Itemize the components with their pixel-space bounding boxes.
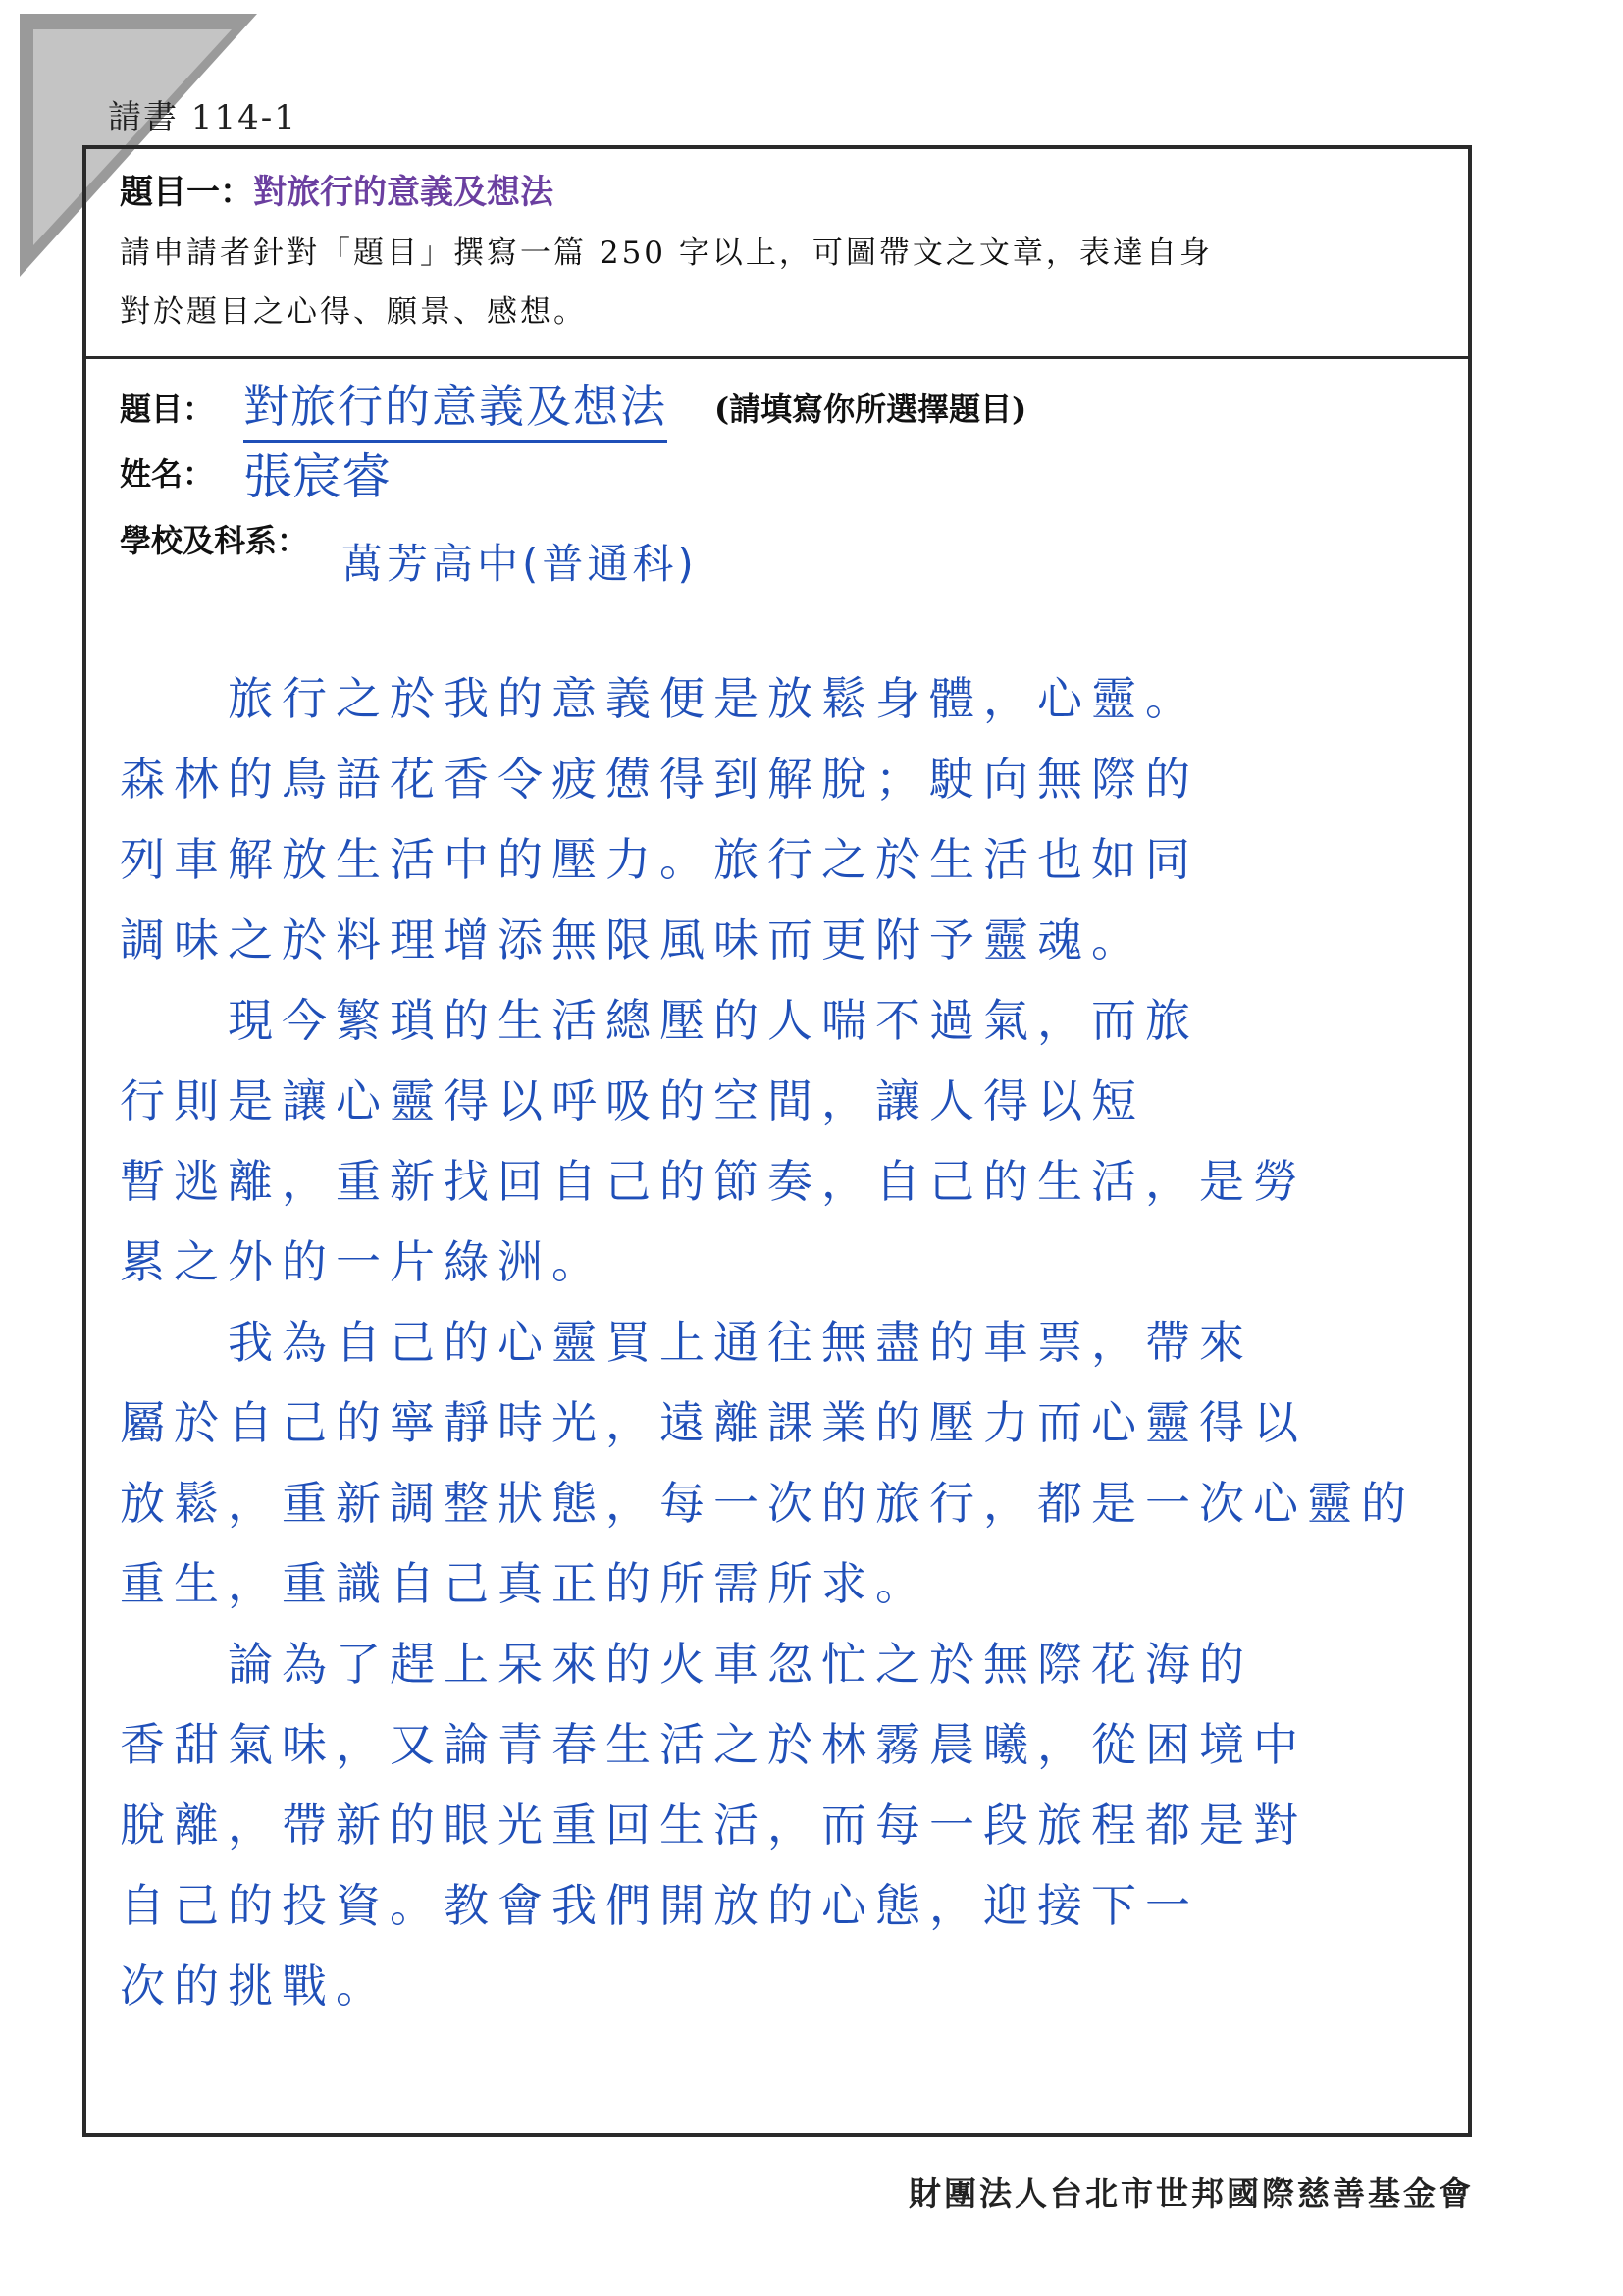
topic-hint: (請填寫你所選擇題目) xyxy=(714,391,1027,428)
essay-line: 香甜氣味，又論青春生活之於林霧晨曦，從困境中 xyxy=(120,1718,1307,1771)
essay-line: 自己的投資。教會我們開放的心態，迎接下一 xyxy=(120,1879,1199,1932)
prompt-title-topic: 對旅行的意義及想法 xyxy=(253,173,553,212)
essay-line: 我為自己的心靈買上通往無盡的車票，帶來 xyxy=(120,1316,1253,1369)
topic-handwritten-value: 對旅行的意義及想法 xyxy=(243,371,667,443)
prompt-title xyxy=(120,165,553,213)
essay-line: 論為了趕上呆來的火車忽忙之於無際花海的 xyxy=(120,1638,1253,1691)
essay-line: 森林的鳥語花香令疲憊得到解脫；駛向無際的 xyxy=(120,753,1199,806)
form-frame xyxy=(82,145,1472,2137)
essay-line: 放鬆，重新調整狀態，每一次的旅行，都是一次心靈的 xyxy=(120,1477,1415,1530)
name-handwritten-value: 張宸睿 xyxy=(243,448,391,505)
topic-label: 題目： xyxy=(120,391,215,428)
essay-line: 列車解放生活中的壓力。旅行之於生活也如同 xyxy=(120,833,1199,886)
essay-line: 重生，重識自己真正的所需所求。 xyxy=(120,1557,929,1610)
form-code: 請書 114-1 xyxy=(108,98,297,137)
essay-line: 屬於自己的寧靜時光，遠離課業的壓力而心靈得以 xyxy=(120,1396,1307,1449)
essay-line: 脫離，帶新的眼光重回生活，而每一段旅程都是對 xyxy=(120,1799,1307,1852)
school-label: 學校及科系： xyxy=(120,522,309,559)
essay-line: 旅行之於我的意義便是放鬆身體，心靈。 xyxy=(120,672,1199,725)
essay-line: 暫逃離，重新找回自己的節奏，自己的生活，是勞 xyxy=(120,1155,1307,1208)
essay-line: 累之外的一片綠洲。 xyxy=(120,1235,605,1288)
essay-line: 行則是讓心靈得以呼吸的空間，讓人得以短 xyxy=(120,1074,1145,1127)
essay-form xyxy=(86,359,1468,2137)
school-handwritten-value: 萬芳高中(普通科) xyxy=(341,540,698,588)
footer-organization: 財團法人台北市世邦國際慈善基金會 xyxy=(909,2174,1474,2213)
essay-body xyxy=(120,663,1435,2031)
prompt-section xyxy=(86,149,1468,359)
prompt-title-prefix: 題目一： xyxy=(120,173,253,212)
essay-line: 調味之於料理增添無限風味而更附予靈魂。 xyxy=(120,913,1145,966)
prompt-instruction-line-2: 對於題目之心得、願景、感想。 xyxy=(120,294,587,330)
prompt-instruction-line-1: 請申請者針對「題目」撰寫一篇 250 字以上，可圖帶文之文章，表達自身 xyxy=(120,235,1213,271)
essay-line: 次的挑戰。 xyxy=(120,1959,390,2012)
essay-line: 現今繁瑣的生活總壓的人喘不過氣，而旅 xyxy=(120,994,1199,1047)
name-label: 姓名： xyxy=(120,455,215,493)
